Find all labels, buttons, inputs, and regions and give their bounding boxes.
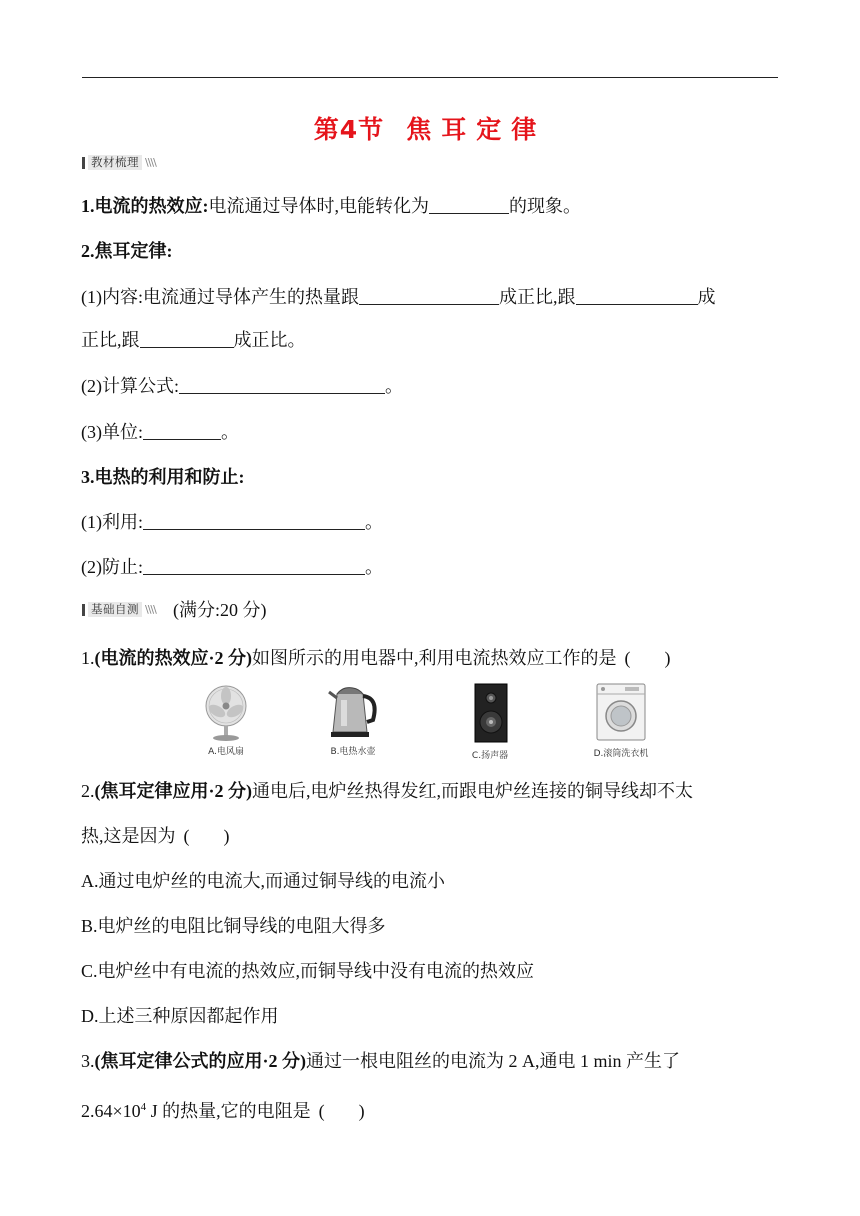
section-name: 焦耳定律 [406, 115, 547, 144]
answer-blank[interactable] [140, 329, 234, 348]
figure-d [566, 682, 676, 759]
washing-machine-icon [591, 682, 651, 744]
section-number: 第4节 [313, 115, 385, 144]
figure-c [435, 682, 545, 761]
answer-parenthesis[interactable]: ( ) [624, 648, 671, 668]
appliance-figures [0, 682, 860, 766]
figure-a [171, 682, 281, 757]
answer-blank[interactable] [143, 421, 221, 440]
review-item-2-heading: 2.焦耳定律: [81, 241, 173, 261]
answer-blank[interactable] [179, 375, 385, 394]
question-2-option-d: D.上述三种原因都起作用 [81, 1006, 279, 1026]
question-2: 2.(焦耳定律应用·2 分)通电后,电炉丝热得发红,而跟电炉丝连接的铜导线却不太 [81, 781, 693, 801]
page-title [0, 110, 860, 146]
question-2-option-a: A.通过电炉丝的电流大,而通过铜导线的电流小 [81, 871, 445, 891]
figure-caption: A.电风扇 [208, 747, 244, 757]
review-item-1: 1.电流的热效应:电流通过导体时,电能转化为 的现象。 [81, 196, 581, 216]
review-item-2-1: (1)内容:电流通过导体产生的热量跟 成正比,跟 成 [81, 287, 716, 307]
review-item-3-2: (2)防止: 。 [81, 557, 383, 577]
figure-caption: D.滚筒洗衣机 [593, 749, 649, 759]
question-1: 1.(电流的热效应·2 分)如图所示的用电器中,利用电流热效应工作的是 ( ) [81, 648, 671, 668]
basic-test-tag: 基础自测 \\\\ [82, 602, 156, 617]
speaker-icon [460, 682, 520, 746]
question-2-option-b: B.电炉丝的电阻比铜导线的电阻大得多 [81, 916, 386, 936]
question-3-cont: $2.64\times 10^4$ J 的热量,它的电阻是 ( ) [81, 1101, 365, 1121]
figure-b [298, 682, 408, 757]
answer-blank[interactable] [143, 511, 365, 530]
full-score-note: (满分:20 分) [173, 600, 267, 620]
review-item-3-heading: 3.电热的利用和防止: [81, 467, 245, 487]
review-item-2-2: (2)计算公式: 。 [81, 376, 403, 396]
figure-caption: B.电热水壶 [330, 747, 376, 757]
answer-blank[interactable] [359, 286, 499, 305]
textbook-review-tag: 教材梳理 \\\\ [82, 155, 156, 170]
answer-parenthesis[interactable]: ( ) [318, 1101, 365, 1121]
review-item-2-3: (3)单位: 。 [81, 422, 239, 442]
electric-kettle-icon [323, 682, 383, 742]
question-2-cont: 热,这是因为 ( ) [81, 826, 230, 846]
question-3: 3.(焦耳定律公式的应用·2 分)通过一根电阻丝的电流为 2 A,通电 1 min 产生了 [81, 1051, 680, 1071]
answer-parenthesis[interactable]: ( ) [183, 826, 230, 846]
figure-caption: C.扬声器 [471, 751, 509, 761]
review-item-2-1-cont: 正比,跟 成正比。 [81, 330, 306, 350]
header-rule [82, 77, 778, 78]
question-2-option-c: C.电炉丝中有电流的热效应,而铜导线中没有电流的热效应 [81, 961, 535, 981]
review-item-3-1: (1)利用: 。 [81, 512, 383, 532]
electric-fan-icon [196, 682, 256, 742]
answer-blank[interactable] [576, 286, 698, 305]
answer-blank[interactable] [143, 556, 365, 575]
answer-blank[interactable] [429, 195, 509, 214]
